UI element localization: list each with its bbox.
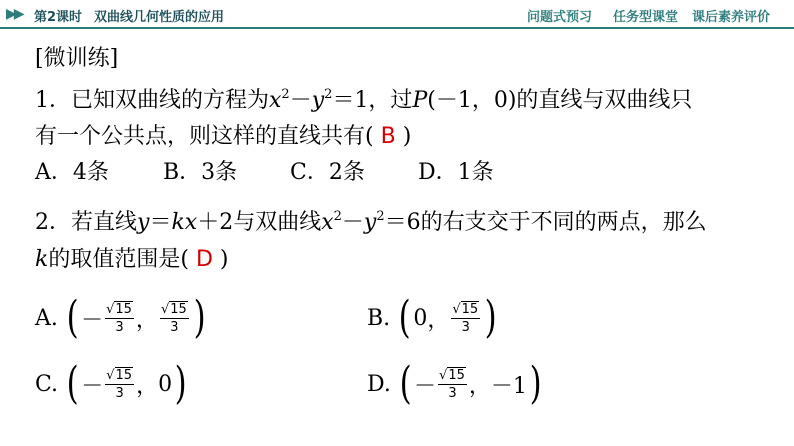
fraction: $\frac{√15}{3}$ [106,301,132,335]
q2-option-a: A. ( － $\frac{√15}{3}$ ， $\frac{√15}{3}$ ) [35,292,206,343]
fraction: $\frac{√15}{3}$ [160,301,187,335]
q2-answer: D [195,247,213,272]
section-title: [微训练] [35,46,119,71]
q1-option-c: C．2条 [290,160,365,185]
lesson-number: 第2课时 [34,10,83,25]
tab-classroom[interactable]: 任务型课堂 [613,10,679,25]
q2-option-b: B. ( 0 ， $\frac{√15}{3}$ ) [367,292,497,343]
q1-option-d: D．1条 [418,160,494,185]
q1-answer: B [380,124,396,149]
q1-option-a: A．4条 [35,160,109,185]
fraction: $\frac{√15}{3}$ [106,367,133,401]
tab-preview[interactable]: 问题式预习 [527,10,593,25]
q2-line1: 2．若直线y＝kx＋2与双曲线$x^2-y^2=6$的右支交于不同的两点，那么 [35,209,707,235]
q1-option-b: B．3条 [163,160,238,185]
fraction: $\frac{√15}{3}$ [439,367,465,401]
q1-line1: 1．已知双曲线的方程为$x^2-y^2=1$，过P(－1，0)的直线与双曲线只 [35,87,693,113]
q1-line2: 有一个公共点，则这样的直线共有( B ) [35,124,412,149]
tab-evaluation[interactable]: 课后素养评价 [692,10,771,25]
q2-option-c: C. ( － $\frac{√15}{3}$ ， 0 ) [35,358,187,409]
fraction: $\frac{√15}{3}$ [452,301,479,335]
q2-line2: k的取值范围是( D ) [35,247,229,272]
q2-option-d: D. ( － $\frac{√15}{3}$ ， －1 ) [367,358,542,409]
lesson-topic: 双曲线几何性质的应用 [94,10,225,25]
double-arrow-icon: ▶▶ [6,6,22,22]
